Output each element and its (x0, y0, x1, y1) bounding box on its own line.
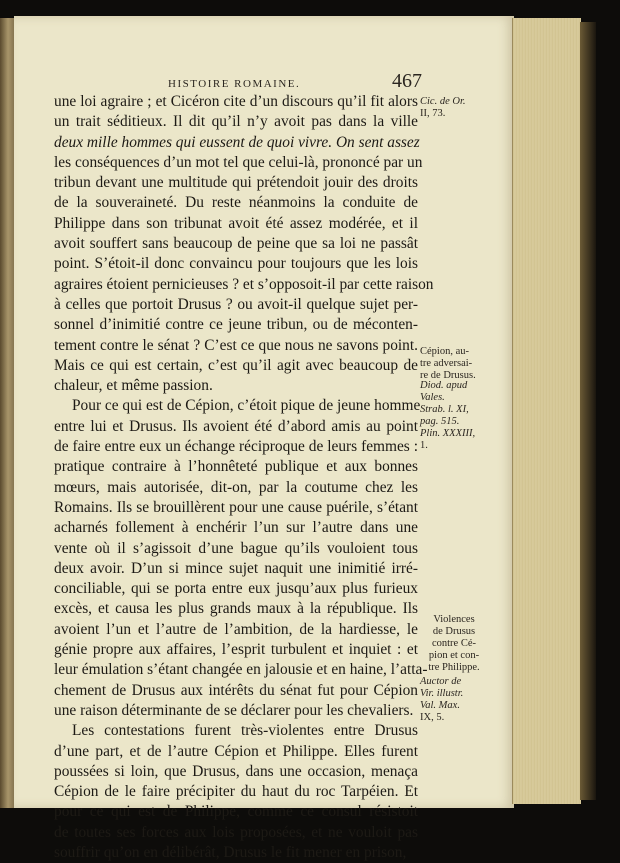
text-line: génie propre aux affaires, l’esprit turbulent et inquiet : et (54, 641, 418, 659)
text-line: les conséquences d’un mot tel que celui-là, prononcé par un (54, 153, 423, 171)
text-line: deux mille hommes qui eussent de quoi vivre. On sent assez (54, 133, 420, 151)
text-line: Pour ce qui est de Cépion, c’étoit pique de jeune homme (72, 397, 421, 415)
text-line: de faire entre eux un échange réciproque de leurs femmes : (54, 438, 418, 456)
text-line: d’une part, et de l’autre Cépion et Philippe. Elles furent (54, 742, 418, 760)
text-line: à celles que portoit Drusus ? ou avoit-il quelque sujet per- (54, 295, 418, 313)
text-line: tement contre le sénat ? C’est ce que nous ne savons point. (54, 336, 418, 354)
text-line: mœurs, mais autorisée, dit-on, par la coutume chez les (54, 478, 418, 496)
text-line: de toutes ses forces aux lois proposées, et ne vouloit pas (54, 823, 418, 841)
margin-note-violences: Violences de Drusus contre Cé- pion et con- tre Philippe. (428, 614, 480, 673)
text-line: conciliable, qui se porta entre eux jusqu’aux plus furieux (54, 580, 418, 598)
text-line: de la souveraineté. Du reste néanmoins la conduite de (54, 194, 418, 212)
running-title: HISTOIRE ROMAINE. (168, 78, 301, 90)
text-line: poussées si loin, que Drusus, dans une occasion, menaça (54, 762, 418, 780)
text-line: Cépion de le faire précipiter du haut du roc Tarpéien. Et (54, 783, 418, 801)
text-line: entre lui et Drusus. Ils avoient été d’abord amis au point (54, 417, 418, 435)
text-line: Romains. Ils se brouillèrent pour une cause puérile, s’étant (54, 498, 418, 516)
paragraph-3 (54, 721, 418, 863)
margin-note-cicero: Cic. de Or. II, 73. (420, 96, 466, 119)
text-line: chement de Drusus aux intérêts du sénat fut pour Cépion (54, 681, 418, 699)
page-number: 467 (392, 70, 422, 92)
text-line: Les contestations furent très-violentes entre Drusus (72, 722, 418, 740)
body-text (54, 92, 434, 863)
text-line: acharnés follement à enchérir l’un sur l’autre dans une (54, 519, 418, 537)
text-line: sonnel d’inimitié contre ce jeune tribun, ou de méconten- (54, 316, 418, 334)
text-line: leur émulation s’étant changée en jalousie et en haine, l’atta- (54, 661, 428, 679)
text-line: Mais ce qui est certain, c’est qu’il agit avec beaucoup de (54, 356, 418, 374)
text-line: un trait séditieux. Il dit qu’il n’y avoit pas dans la ville (54, 113, 418, 131)
text-line: vente où il s’agissoit d’une bague qu’ils vouloient tous (54, 539, 418, 557)
margin-note-diodorus: Diod. apud Vales. (420, 380, 468, 403)
page-stack-edge (512, 18, 581, 804)
text-line: point. S’étoit-il donc convaincu pour toujours que les lois (54, 255, 418, 273)
text-line: deux avoir. D’un si mince sujet naquit une inimitié irré- (54, 559, 418, 577)
text-line: pratique contraire à l’honnêteté publique et aux bonnes (54, 458, 418, 476)
margin-note-auctor: Auctor de Vir. illustr. (420, 676, 464, 699)
text-line: chaleur, et même passion. (54, 377, 213, 395)
text-line: avoient l’un et l’autre de l’ambition, de la hardiesse, le (54, 620, 418, 638)
page-stack-shadow (580, 22, 596, 800)
text-line: Philippe dans son tribunat avoit été assez modérée, et il (54, 214, 418, 232)
paragraph-2 (54, 396, 428, 721)
text-line: excès, et causa les plus grands maux à la république. Ils (54, 600, 418, 618)
margin-note-cepion: Cépion, au- tre adversai- re de Drusus. (420, 346, 476, 381)
text-line: une raison déterminante de se déclarer pour les chevaliers. (54, 701, 414, 719)
text-line: une loi agraire ; et Cicéron cite d’un discours qu’il fit alors (54, 93, 418, 110)
text-line: agraires étoient pernicieuses ? et s’opposoit-il par cette raison (54, 275, 434, 293)
margin-note-strabo: Strab. l. XI, pag. 515. (420, 404, 469, 427)
text-line: avoit souffert sans beaucoup de peine que sa loi ne passât (54, 235, 418, 253)
paragraph-1 (54, 92, 434, 396)
text-line: tribun devant une multitude qui prétendoit jouir des droits (54, 174, 418, 192)
text-line: souffrir qu’on en délibérât, Drusus le fit mener en prison, (54, 843, 407, 861)
text-line: pour ce qui est de Philippe, comme ce consul résistoit (54, 803, 418, 821)
margin-note-valmax: Val. Max. IX, 5. (420, 700, 460, 723)
margin-note-pliny: Plin. XXXIII, 1. (420, 428, 476, 451)
